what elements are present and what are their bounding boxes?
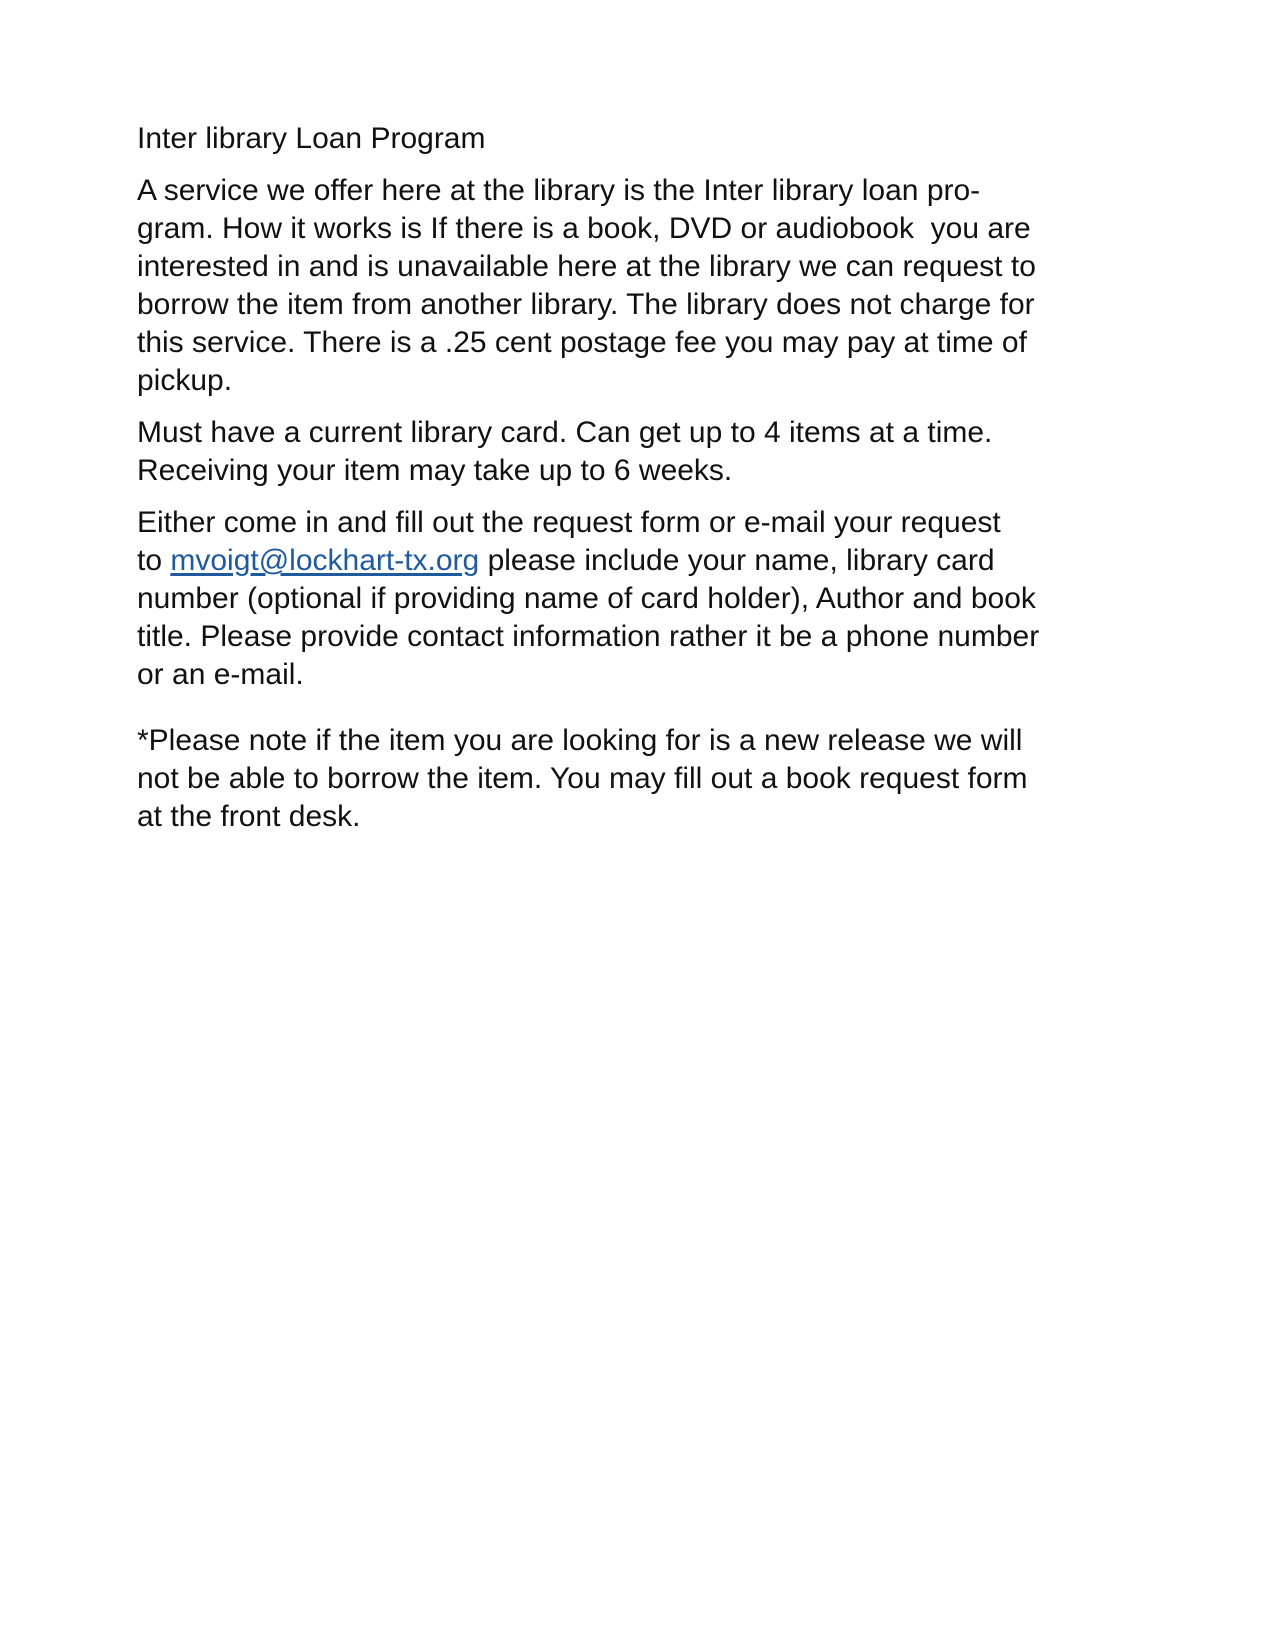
text-line: not be able to borrow the item. You may fill out a book request form	[137, 762, 1028, 795]
text-line: A service we offer here at the library is the Inter library loan pro-	[137, 174, 981, 207]
text-line: borrow the item from another library. The library does not charge for	[137, 288, 1035, 321]
text-line: *Please note if the item you are looking for is a new release we will	[137, 724, 1023, 757]
document-body	[137, 120, 1147, 850]
paragraph-how-to-request	[137, 504, 1147, 694]
text-line: title. Please provide contact information rather it be a phone number	[137, 620, 1040, 653]
text-line: gram. How it works is If there is a book, DVD or audiobook you are	[137, 212, 1031, 245]
paragraph-service-description	[137, 172, 1147, 400]
page-title: Inter library Loan Program	[137, 122, 486, 155]
email-link[interactable]: mvoigt@lockhart-tx.org	[170, 544, 480, 577]
paragraph-new-release-note	[137, 722, 1147, 836]
text-line: Receiving your item may take up to 6 weeks.	[137, 454, 733, 487]
text-fragment: to	[137, 544, 171, 577]
text-line: or an e-mail.	[137, 658, 304, 691]
text-line: at the front desk.	[137, 800, 361, 833]
paragraph-requirements	[137, 414, 1147, 490]
text-line: this service. There is a .25 cent postage fee you may pay at time of	[137, 326, 1027, 359]
text-line-with-email	[137, 542, 1147, 580]
text-fragment: please include your name, library card	[479, 544, 995, 577]
text-line: Either come in and fill out the request form or e-mail your request	[137, 506, 1001, 539]
text-line: pickup.	[137, 364, 233, 397]
text-line: Must have a current library card. Can get up to 4 items at a time.	[137, 416, 993, 449]
text-line: interested in and is unavailable here at the library we can request to	[137, 250, 1036, 283]
text-line: number (optional if providing name of card holder), Author and book	[137, 582, 1036, 615]
